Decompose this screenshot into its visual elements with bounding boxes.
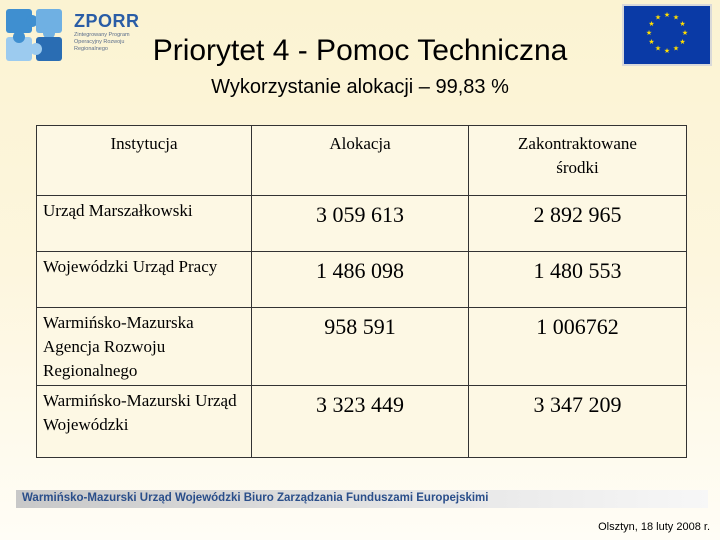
header-institution: Instytucja xyxy=(37,126,252,196)
cell-institution: Warmińsko-Mazurski Urząd Wojewódzki xyxy=(37,386,252,458)
svg-text:★: ★ xyxy=(648,20,655,28)
svg-text:★: ★ xyxy=(672,13,680,22)
cell-institution: Wojewódzki Urząd Pracy xyxy=(37,252,252,308)
svg-text:★: ★ xyxy=(648,38,655,46)
cell-allocation: 3 059 613 xyxy=(252,196,469,252)
cell-allocation: 3 323 449 xyxy=(252,386,469,458)
header-contracted xyxy=(469,126,687,196)
svg-text:★: ★ xyxy=(672,44,680,53)
table-row xyxy=(37,196,687,252)
table-header-row xyxy=(37,126,687,196)
cell-contracted: 3 347 209 xyxy=(469,386,687,458)
table-row xyxy=(37,252,687,308)
footer-organization: Warmińsko-Mazurski Urząd Wojewódzki Biuro Zarządzania Funduszami Europejskimi xyxy=(22,492,489,504)
cell-contracted: 1 006762 xyxy=(469,308,687,386)
svg-text:★: ★ xyxy=(654,44,662,53)
header-allocation: Alokacja xyxy=(252,126,469,196)
header-contracted-line1: Zakontraktowane xyxy=(518,134,637,153)
svg-text:★: ★ xyxy=(654,13,662,22)
slide-subtitle: Wykorzystanie alokacji – 99,83 % xyxy=(211,76,509,98)
svg-text:★: ★ xyxy=(645,29,653,37)
slide-title: Priorytet 4 - Pomoc Techniczna xyxy=(152,34,568,67)
svg-text:★: ★ xyxy=(679,38,686,46)
cell-contracted: 1 480 553 xyxy=(469,252,687,308)
header-contracted-line2: środki xyxy=(556,158,599,177)
svg-text:★: ★ xyxy=(663,11,671,19)
cell-allocation: 958 591 xyxy=(252,308,469,386)
logo-name: ZPORR xyxy=(74,11,140,31)
cell-institution: Urząd Marszałkowski xyxy=(37,196,252,252)
table-row xyxy=(37,386,687,458)
cell-contracted: 2 892 965 xyxy=(469,196,687,252)
cell-institution: Warmińsko-Mazurska Agencja Rozwoju Regionalnego xyxy=(37,308,252,386)
svg-text:★: ★ xyxy=(681,29,689,37)
table-row xyxy=(37,308,687,386)
svg-text:★: ★ xyxy=(663,47,671,55)
allocation-table xyxy=(36,125,687,458)
cell-allocation: 1 486 098 xyxy=(252,252,469,308)
logo-subtitle: Zintegrowany Program Operacyjny Rozwoju Regionalnego xyxy=(74,32,130,52)
svg-text:★: ★ xyxy=(679,20,686,28)
footer-date: Olsztyn, 18 luty 2008 r. xyxy=(598,521,710,533)
